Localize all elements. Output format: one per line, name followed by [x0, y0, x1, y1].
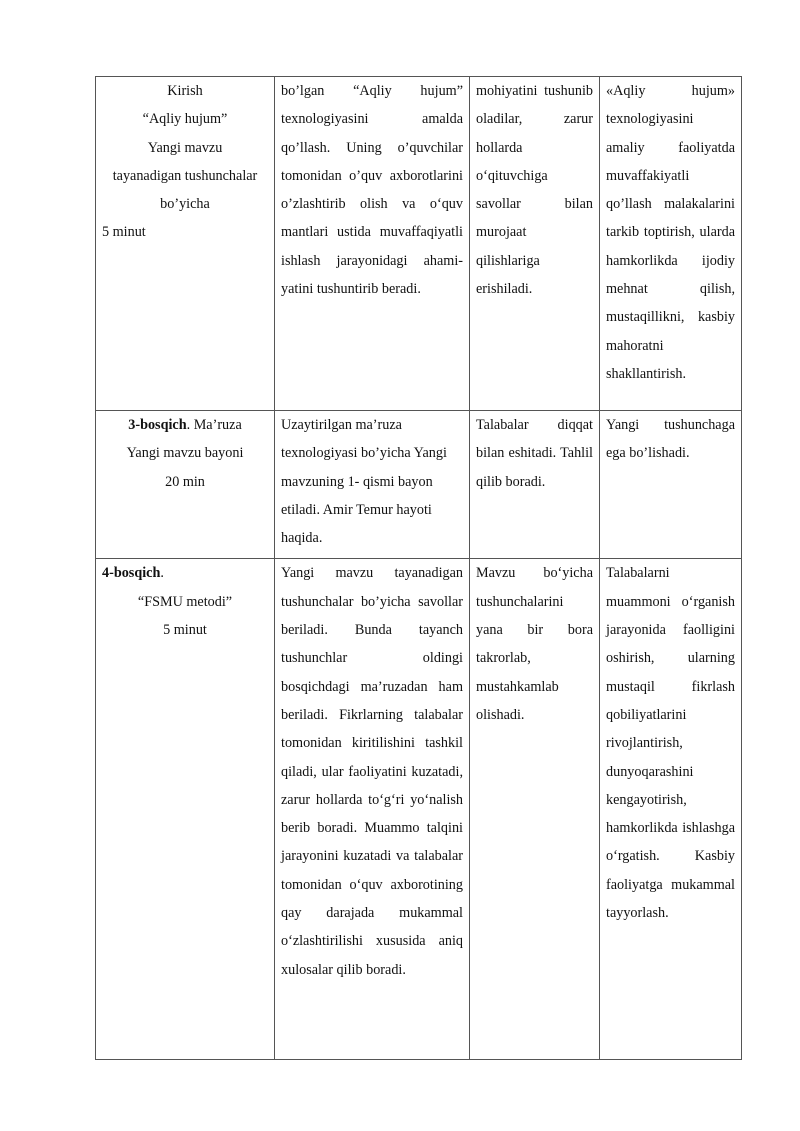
outcome-text: Talabalarni muammoni o‘rganish jarayonida faolligini oshirish, ularning mustaqil fikrlash qobiliyatlarini rivojlantirish, dunyoqarashini kengayotirish, hamkorlikda ishlashga o‘rgatish. Kasbiy faoliyatga mukammal tayyorlash. — [606, 565, 735, 922]
outcome-text: «Aqliy hujum» texnologiyasini amaliy faoliyatda muvaffakiyatli qo’llash malakalarini tarkib toptirish, ularda hamkorlikda ijodiy mehnat qilish, mustaqillikni, kasbiy mahoratni shakllantirish. — [606, 83, 735, 382]
stage-line: Kirish — [167, 83, 203, 99]
teacher-activity-text: Yangi mavzu tayanadigan tushunchalar bo’yicha savollar beriladi. Bunda tayanch tushunchlar oldingi bosqichdagi ma’ruzadan ham beriladi. Fikrlarning talabalar tomonidan kiritilishini tashkil qiladi, ular faoliyatini kuzatadi, zarur hollarda to‘g‘ri yo‘nalish berib boradi. Muammo talqini jarayonini kuzatadi va talabalar tomonidan o‘quv axborotining qay darajada mukammal o‘zlashtirilishi xususida aniq xulosalar qilib boradi. — [281, 565, 463, 978]
stage-line: 20 min — [165, 473, 205, 490]
stage-line: Yangi mavzu bayoni — [126, 445, 244, 462]
stage-line: “Aqliy hujum” — [142, 111, 228, 128]
teacher-activity-text: Uzaytirilgan ma’ruza texnologiyasi bo’yicha Yangi mavzuning 1- qismi bayon etiladi. Amir Temur hayoti haqida. — [281, 417, 447, 547]
stage-cell — [96, 77, 275, 411]
teacher-activity-cell — [275, 77, 470, 411]
stage-title-bold: 3-bosqich — [128, 417, 187, 433]
student-activity-cell — [470, 77, 600, 411]
stage-title-rest: . — [160, 565, 164, 582]
student-activity-cell — [470, 559, 600, 1060]
teacher-activity-cell — [275, 411, 470, 559]
lesson-plan-table — [95, 76, 742, 1060]
stage-line: 5 minut — [163, 622, 207, 639]
outcome-cell — [600, 411, 742, 559]
stage-line: tayanadigan tushunchalar — [112, 167, 258, 184]
stage-title — [102, 559, 268, 587]
teacher-activity-cell — [275, 559, 470, 1060]
table-row — [96, 559, 742, 1060]
stage-title-bold: 4-bosqich — [102, 565, 161, 582]
stage-cell — [96, 559, 275, 1060]
student-activity-text: Talabalar diqqat bilan eshitadi. Tahlil qilib boradi. — [476, 417, 593, 490]
stage-title-rest: . Ma’ruza — [186, 417, 242, 433]
outcome-cell — [600, 559, 742, 1060]
table-row — [96, 411, 742, 559]
stage-cell — [96, 411, 275, 559]
stage-duration: 5 minut — [102, 224, 146, 241]
student-activity-text: Mavzu bo‘yicha tushunchalarini yana bir bora takrorlab, mustahkamlab olishadi. — [476, 565, 593, 723]
stage-line: bo’yicha — [160, 196, 210, 213]
student-activity-cell — [470, 411, 600, 559]
table-row — [96, 77, 742, 411]
stage-line: Yangi mavzu — [147, 139, 223, 156]
stage-line: “FSMU metodi” — [137, 593, 233, 610]
student-activity-text: mohiyatini tushunib oladilar, zarur hollarda o‘qituvchiga savollar bilan murojaat qilishlariga erishiladi. — [476, 83, 593, 298]
outcome-text: Yangi tushunchaga ega bo’lishadi. — [606, 417, 735, 462]
stage-title — [102, 411, 268, 439]
outcome-cell — [600, 77, 742, 411]
teacher-activity-text: bo’lgan “Aqliy hujum” texnologiyasini amalda qo’llash. Uning o’quvchilar tomonidan o’quv axborotlarini o’zlashtirib olish va o‘quv mantlari ustida muvaffaqiyatli ishlash jarayonidagi ahami-yatini tushuntirib beradi. — [281, 83, 463, 298]
